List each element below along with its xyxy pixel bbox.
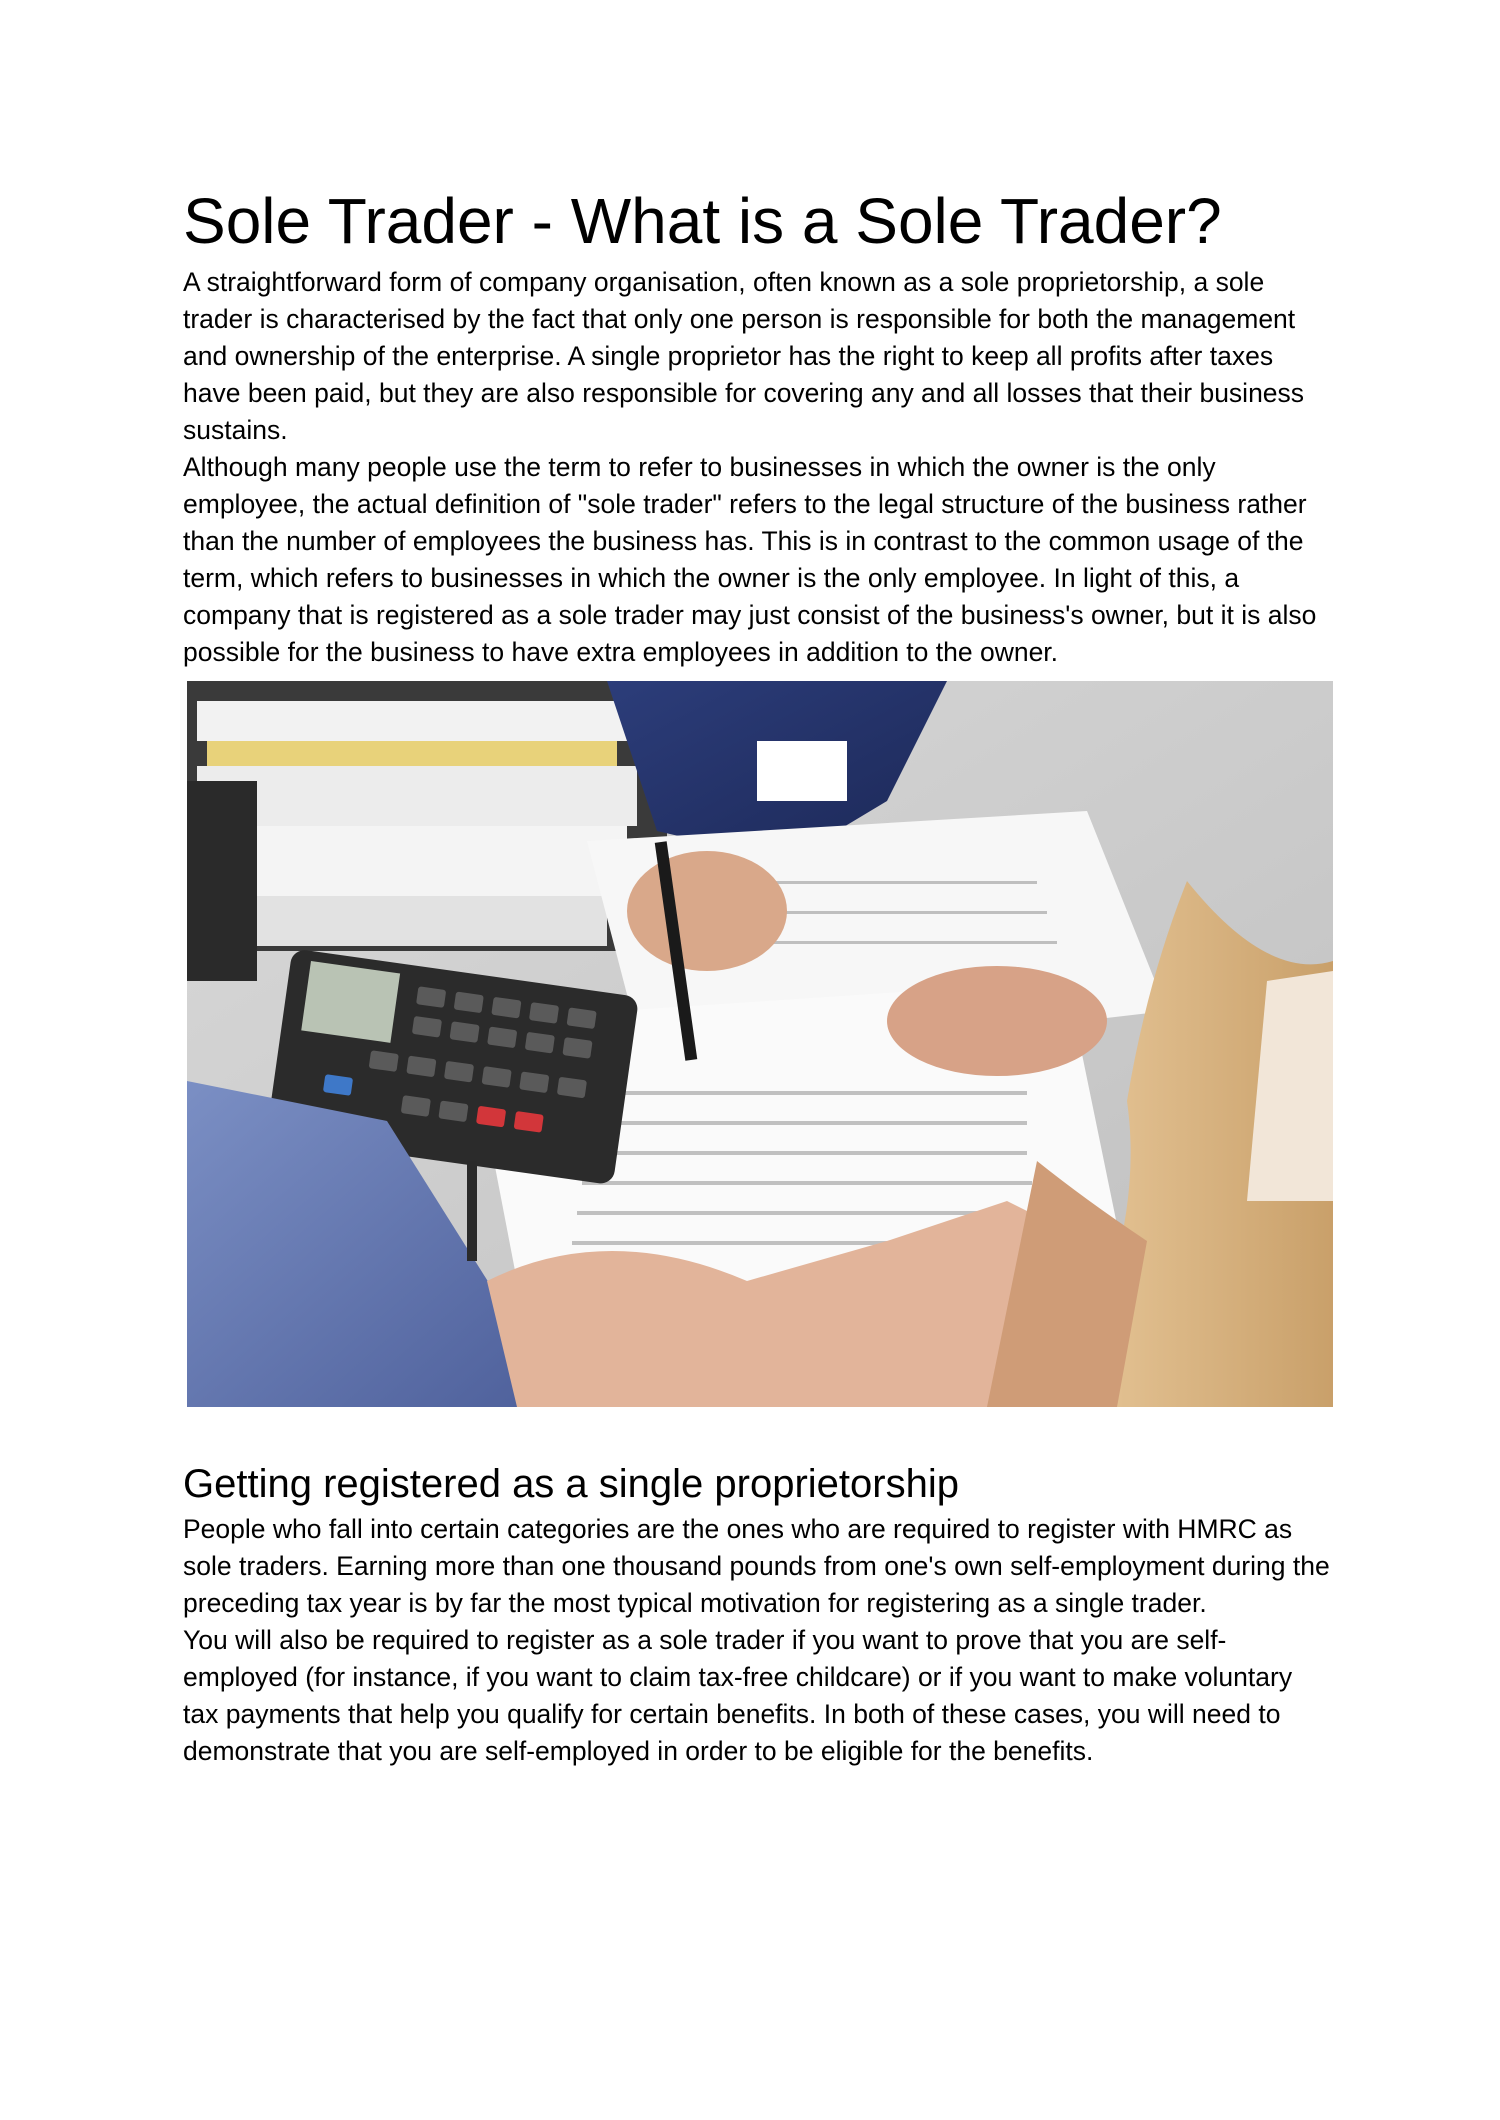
office-accounting-photo <box>187 681 1333 1407</box>
intro-paragraph-2: Although many people use the term to refer to businesses in which the owner is the only employee, the actual definition of "sole trader" refers to the legal structure of the business rather than the number of employees the business has. This is in contrast to the common usage of the term, which refers to businesses in which the owner is the only employee. In light of this, a company that is registered as a sole trader may just consist of the business's owner, but it is also possible for the business to have extra employees in addition to the owner. <box>183 452 1317 667</box>
binders-stack <box>187 681 667 981</box>
section-paragraph-2: You will also be required to register as a sole trader if you want to prove that you are self-employed (for instance, if you want to claim tax-free childcare) or if you want to make voluntary tax payments that help you qualify for certain benefits. In both of these cases, you will need to demonstrate that you are self-employed in order to be eligible for the benefits. <box>183 1625 1293 1766</box>
intro-paragraph-1: A straightforward form of company organisation, often known as a sole proprietorship, a sole trader is characterised by the fact that only one person is responsible for both the management and ownership of the enterprise. A single proprietor has the right to keep all profits after taxes have been paid, but they are also responsible for covering any and all losses that their business sustains. <box>183 267 1305 445</box>
document-content <box>183 178 1333 1770</box>
section-heading: Getting registered as a single proprietorship <box>183 1462 959 1506</box>
page-title: Sole Trader - What is a Sole Trader? <box>183 185 1222 257</box>
section-paragraph-1: People who fall into certain categories are the ones who are required to register with HMRC as sole traders. Earning more than one thousand pounds from one's own self-employment during the preceding tax year is by far the most typical motivation for registering as a single trader. <box>183 1514 1330 1618</box>
